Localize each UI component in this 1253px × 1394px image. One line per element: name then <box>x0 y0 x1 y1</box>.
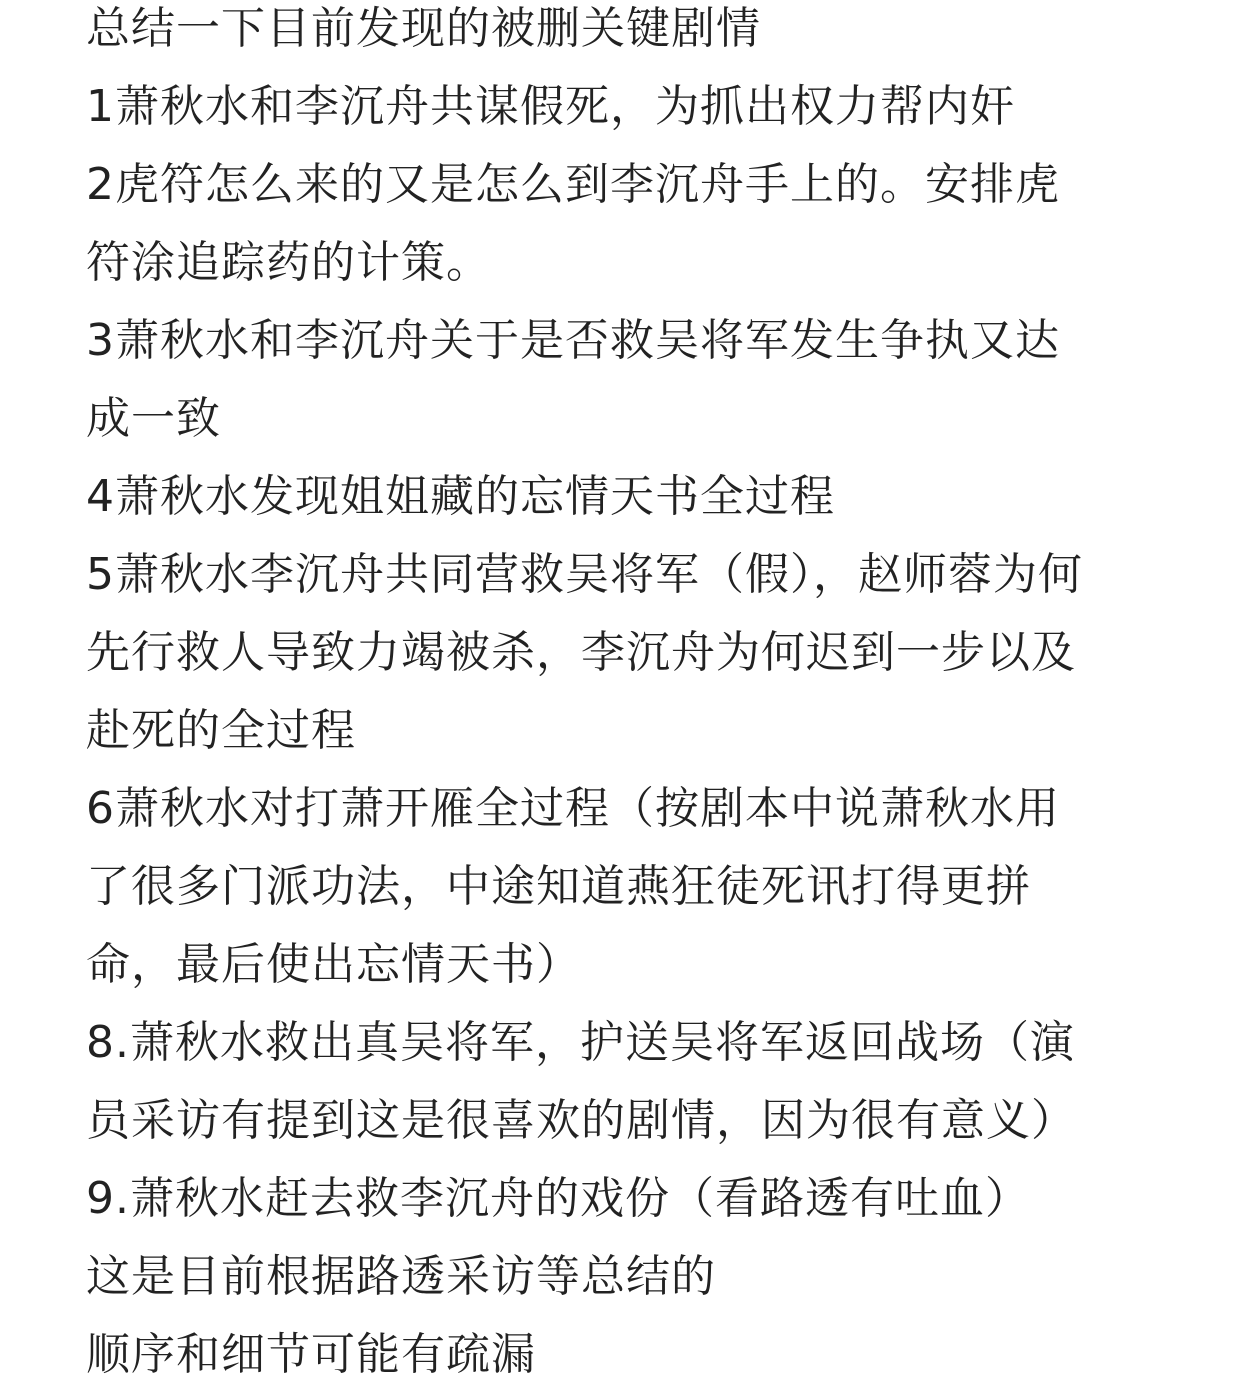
post-line-11: 了很多门派功法，中途知道燕狂徒死讯打得更拼 <box>86 861 1031 912</box>
post-title: 总结一下目前发现的被删关键剧情 <box>86 3 761 54</box>
post-line-2: 2虎符怎么来的又是怎么到李沉舟手上的。安排虎 <box>86 159 1060 210</box>
post-line-12: 命，最后使出忘情天书） <box>86 939 581 990</box>
post-line-16: 这是目前根据路透采访等总结的 <box>86 1251 716 1302</box>
post-line-3: 符涂追踪药的计策。 <box>86 237 491 288</box>
post-line-5: 成一致 <box>86 393 221 444</box>
post-line-4: 3萧秋水和李沉舟关于是否救吴将军发生争执又达 <box>86 315 1060 366</box>
post-line-8: 先行救人导致力竭被杀，李沉舟为何迟到一步以及 <box>86 627 1076 678</box>
post-line-13: 8.萧秋水救出真吴将军，护送吴将军返回战场（演 <box>86 1017 1075 1068</box>
post-line-1: 1萧秋水和李沉舟共谋假死，为抓出权力帮内奸 <box>86 81 1015 132</box>
post-line-6: 4萧秋水发现姐姐藏的忘情天书全过程 <box>86 471 835 522</box>
post-line-17: 顺序和细节可能有疏漏 <box>86 1329 536 1380</box>
post-line-15: 9.萧秋水赶去救李沉舟的戏份（看路透有吐血） <box>86 1173 1030 1224</box>
post-line-10: 6萧秋水对打萧开雁全过程（按剧本中说萧秋水用 <box>86 783 1060 834</box>
post-line-14: 员采访有提到这是很喜欢的剧情，因为很有意义） <box>86 1095 1076 1146</box>
post-line-9: 赴死的全过程 <box>86 705 356 756</box>
post-text <box>86 0 1226 1394</box>
post-line-7: 5萧秋水李沉舟共同营救吴将军（假），赵师蓉为何 <box>86 549 1083 600</box>
